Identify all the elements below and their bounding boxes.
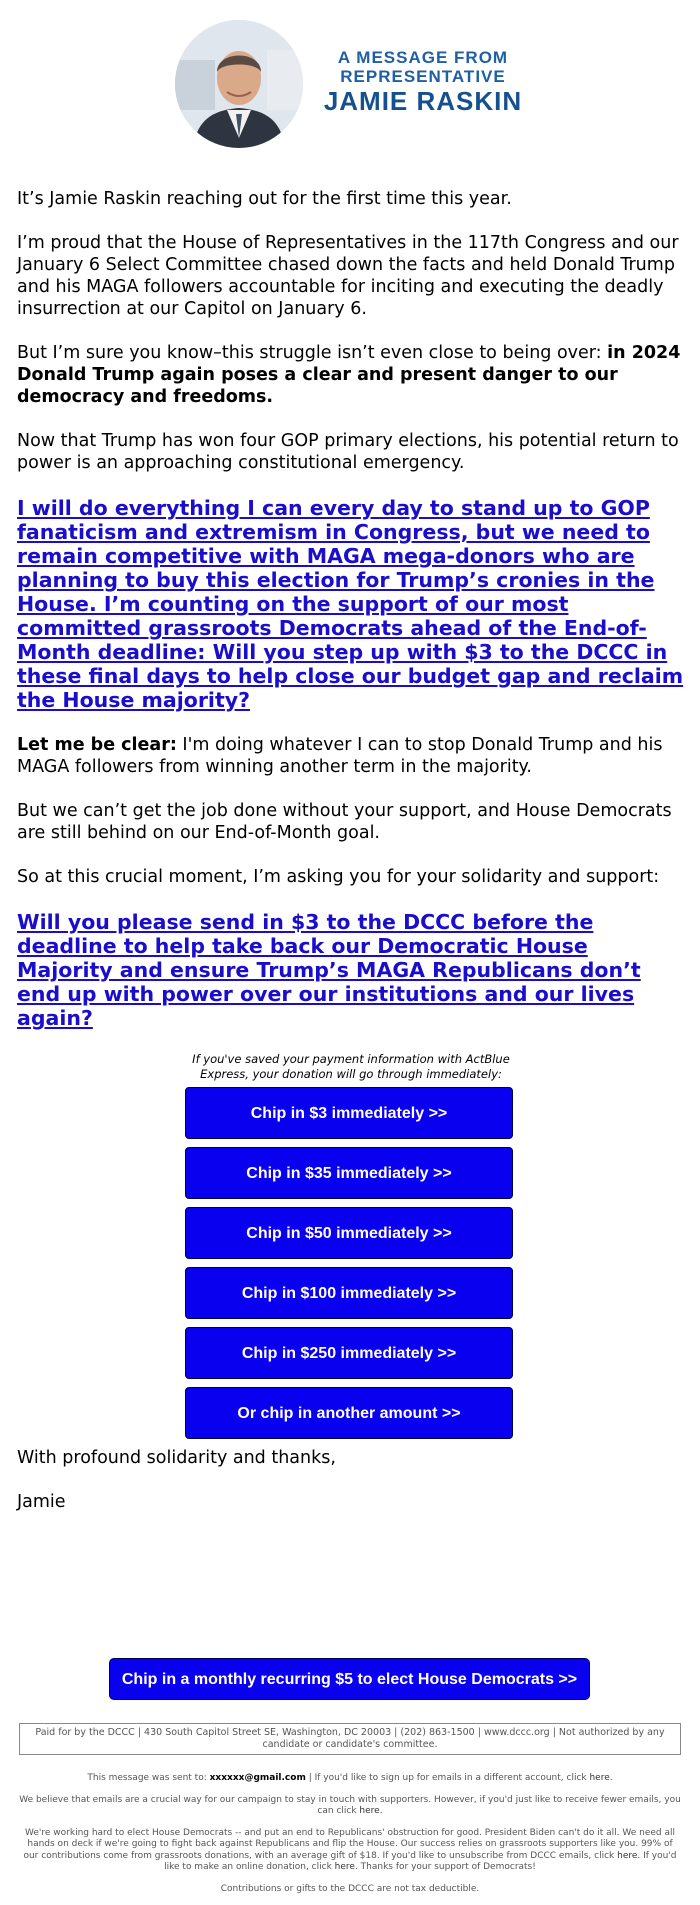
paragraph-primaries: Now that Trump has won four GOP primary elections, his potential return to power is an approaching constitutional emergency. (17, 431, 679, 473)
chip-in-100-button[interactable]: Chip in $100 immediately >> (185, 1267, 513, 1319)
header-name: JAMIE RASKIN (323, 86, 523, 116)
chip-in-3-button[interactable]: Chip in $3 immediately >> (185, 1087, 513, 1139)
header-line-2: REPRESENTATIVE (340, 67, 506, 86)
chip-in-50-button[interactable]: Chip in $50 immediately >> (185, 1207, 513, 1259)
paragraph-struggle-text: But I’m sure you know–this struggle isn’t even close to being over: (17, 343, 608, 363)
paragraph-crucial: So at this crucial moment, I’m asking you for your solidarity and support: (17, 867, 660, 887)
chip-in-35-button[interactable]: Chip in $35 immediately >> (185, 1147, 513, 1199)
paid-for-disclaimer: Paid for by the DCCC | 430 South Capitol Street SE, Washington, DC 20003 | (202) 863-1500 | www.dccc.org | Not authorized by any candidate or candidate's committee. (19, 1723, 681, 1755)
paragraph-be-clear-text: I'm doing whatever I can to stop Donald Trump and his MAGA followers from winning another term in the majority. (17, 735, 663, 777)
tax-disclaimer: Contributions or gifts to the DCCC are not tax deductible. (220, 1883, 480, 1894)
recurring-donation-button[interactable]: Chip in a monthly recurring $5 to elect House Democrats >> (109, 1658, 590, 1700)
signature: Jamie (17, 1492, 66, 1512)
avatar (175, 20, 303, 148)
paragraph-struggle-bold: in 2024 Donald Trump again poses a clear and present danger to our democracy and freedoms. (17, 343, 681, 407)
sent-to-suffix: | If you'd like to sign up for emails in a different account, click (305, 1773, 590, 1783)
working-hard-text-1: We're working hard to elect House Democrats -- and put an end to Republicans' obstruction for good. President Biden can't do it all. We need all hands on deck if we're going to fight back against Republicans and flip the House. Our success relies on grassroots supporters like you. 99% of our contributions come from grassroots donations, with an average gift of $18. If you'd like to unsubscribe from DCCC emails, click (23, 1827, 675, 1861)
unsubscribe-link[interactable]: here (617, 1850, 638, 1861)
paragraph-be-clear-bold: Let me be clear: (17, 735, 177, 755)
appeal-paragraph-1 (17, 496, 685, 712)
fewer-emails-link[interactable]: here (359, 1806, 380, 1816)
working-hard-text-3: . Thanks for your support of Democrats! (354, 1862, 536, 1872)
closing-line: With profound solidarity and thanks, (17, 1448, 336, 1468)
chip-in-250-button[interactable]: Chip in $250 immediately >> (185, 1327, 513, 1379)
paragraph-jan6: I’m proud that the House of Representatives in the 117th Congress and our January 6 Select Committee chased down the facts and held Donald Trump and his MAGA followers accountable for inciting and executing the deadly insurrection at our Capitol on January 6. (17, 233, 679, 319)
portrait-photo-icon (175, 20, 303, 148)
recipient-email: xxxxxx@gmail.com (209, 1773, 306, 1783)
fewer-emails-line: We believe that emails are a crucial way for our campaign to stay in touch with supporters. However, if you'd just like to receive fewer emails, you can click here. (19, 1794, 681, 1816)
working-hard-text-2: . If you'd like to make an online donation, click (164, 1850, 677, 1872)
appeal-link-2[interactable]: Will you please send in $3 to the DCCC before the deadline to help take back our Democratic House Majority and ensure Trump’s MAGA Republicans don’t end up with power over our institutions and our lives again? (17, 910, 641, 1030)
paragraph-intro: It’s Jamie Raskin reaching out for the first time this year. (17, 189, 512, 209)
email-footer (19, 1773, 681, 1905)
paragraph-support: But we can’t get the job done without your support, and House Democrats are still behind on our End-of-Month goal. (17, 801, 672, 843)
email-body (17, 188, 685, 1535)
paragraph-be-clear (17, 734, 685, 778)
header-title (318, 48, 528, 116)
fewer-emails-text: We believe that emails are a crucial way for our campaign to stay in touch with supporters. However, if you'd just like to receive fewer emails, you can click (19, 1794, 681, 1816)
chip-in-other-amount-button[interactable]: Or chip in another amount >> (185, 1387, 513, 1439)
appeal-paragraph-2 (17, 910, 685, 1030)
header-line-1: A MESSAGE FROM (337, 48, 509, 67)
signup-other-account-link[interactable]: here (589, 1773, 610, 1783)
sent-to-prefix: This message was sent to: (87, 1773, 210, 1783)
online-donation-link[interactable]: here (334, 1862, 355, 1872)
paragraph-struggle (17, 342, 685, 408)
email-header (0, 18, 700, 150)
working-hard-paragraph (19, 1828, 681, 1874)
appeal-link-1[interactable]: I will do everything I can every day to stand up to GOP fanaticism and extremism in Congress, but we need to remain competitive with MAGA mega-donors who are planning to buy this election for Trump’s cronies in the House. I’m counting on the support of our most committed grassroots Democrats ahead of the End-of-Month deadline: Will you step up with $3 to the DCCC in these final days to help close our budget gap and reclaim the House majority? (17, 496, 684, 712)
actblue-note: If you've saved your payment information with ActBlue Express, your donation will go through immediately: (192, 1052, 510, 1081)
sent-to-line: This message was sent to: xxxxxx@gmail.com | If you'd like to sign up for emails in a different account, click here. (87, 1773, 613, 1783)
